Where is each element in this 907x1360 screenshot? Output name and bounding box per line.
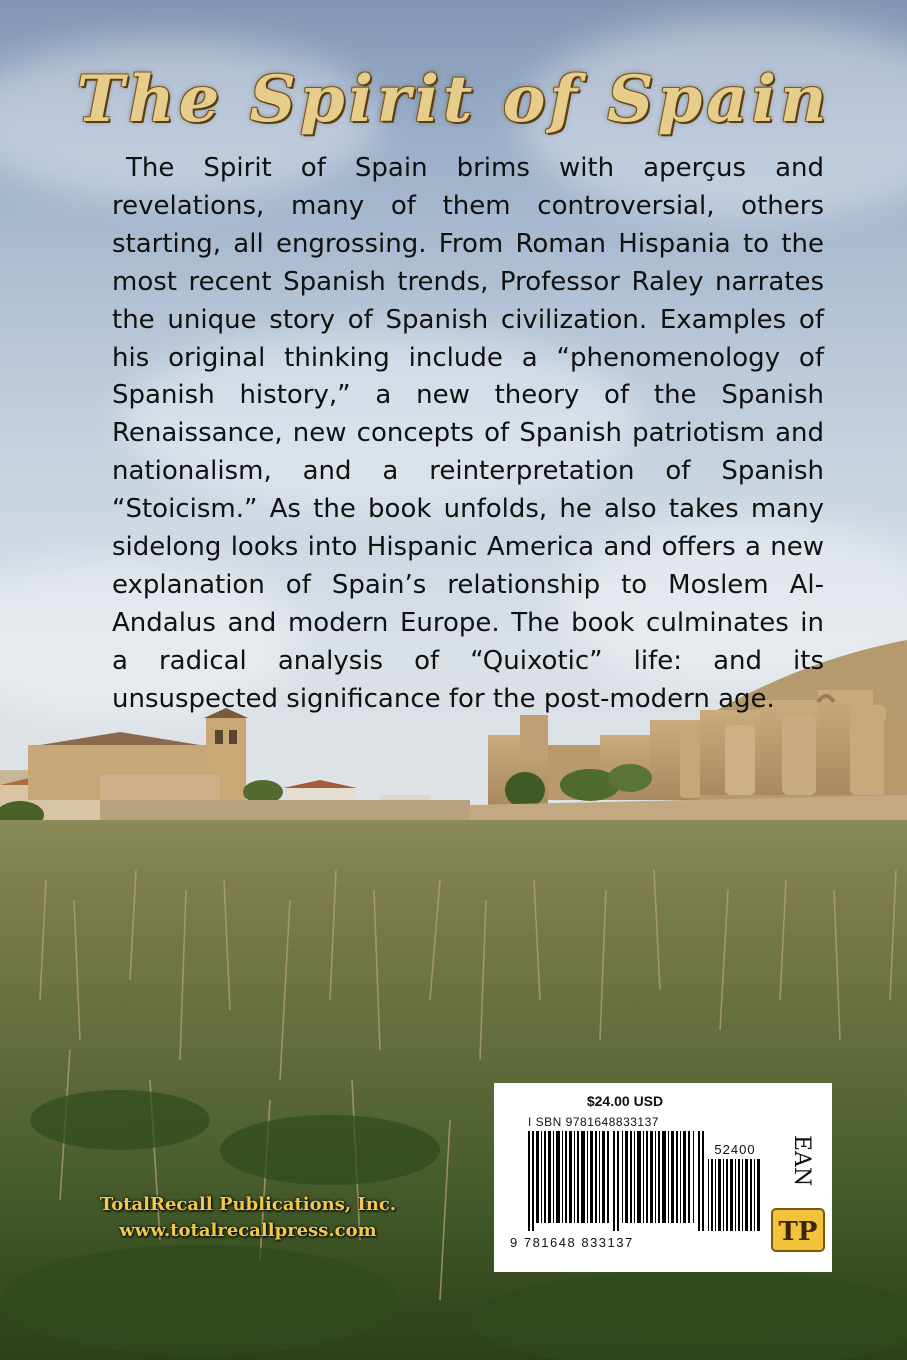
barcode-digits: 9 781648 833137: [510, 1235, 634, 1250]
price-label: $24.00 USD: [586, 1093, 664, 1109]
book-title: The Spirit of Spain: [76, 62, 831, 137]
ean-label: EAN: [789, 1135, 814, 1187]
addon-barcode: [708, 1159, 762, 1231]
main-barcode: [528, 1131, 706, 1231]
logo-letters: TP: [778, 1217, 818, 1247]
publisher-block: [48, 1192, 448, 1244]
publisher-name: TotalRecall Publications, Inc.: [99, 1194, 397, 1215]
isbn-label: I SBN 9781648833137: [528, 1115, 659, 1129]
publisher-logo-icon: [770, 1207, 826, 1253]
publisher-website: www.totalrecallpress.com: [119, 1220, 377, 1241]
addon-digits: 52400: [714, 1142, 756, 1157]
barcode-box: [494, 1083, 832, 1272]
book-description: The Spirit of Spain brims with aperçus and revelations, many of them controversial, others starting, all engrossing. From Roman Hispania to the most recent Spanish trends, Professor Raley narrates the unique story of Spanish civilization. Examples of his original thinking include a “phenomenology of Spanish history,” a new theory of the Spanish Renaissance, new concepts of Spanish patriotism and nationalism, and a reinterpretation of Spanish “Stoicism.” As the book unfolds, he also takes many sidelong looks into Hispanic America and offers a new explanation of Spain’s relationship to Moslem Al-Andalus and modern Europe. The book culminates in a radical analysis of “Quixotic” life: and its unsuspected significance for the post-modern age.: [112, 153, 824, 714]
